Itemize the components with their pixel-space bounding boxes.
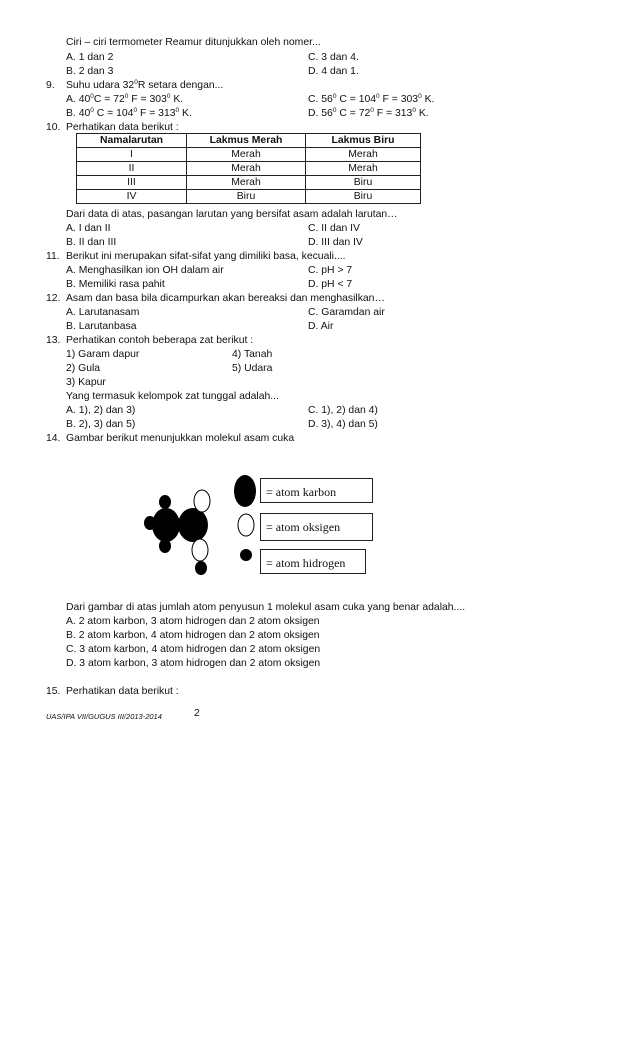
q13-item: 5) Udara (232, 363, 273, 374)
table-row (77, 148, 421, 162)
table-cell: Biru (306, 190, 421, 204)
q14-option-c: C. 3 atom karbon, 4 atom hidrogen dan 2 atom oksigen (66, 644, 321, 655)
q9-stem: Suhu udara $32^0R$ setara dengan... (66, 79, 224, 91)
q8-stem: Ciri – ciri termometer Reamur ditunjukkan oleh nomer... (66, 37, 321, 48)
footer-code: UAS/IPA VII/GUGUS III/2013-2014 (46, 712, 162, 721)
q8-option-d: D. 4 dan 1. (308, 66, 359, 77)
hydrogen-atom (195, 561, 207, 575)
q9-option-b: B. $40^0$ $C = 104^0$ $F = 313^0$ K. (66, 107, 192, 119)
q13-option-d: D. 3), 4) dan 5) (308, 419, 378, 430)
q8-option-a: A. 1 dan 2 (66, 52, 114, 63)
q14-option-b: B. 2 atom karbon, 4 atom hidrogen dan 2 atom oksigen (66, 630, 320, 641)
q12-number: 12. (46, 293, 61, 304)
q10-stem: Perhatikan data berikut : (66, 122, 179, 133)
page-number: 2 (194, 708, 200, 719)
q11-option-c: C. pH > 7 (308, 265, 353, 276)
legend-oxygen-icon (238, 514, 254, 536)
q13-item: 2) Gula (66, 363, 101, 374)
q13-item: 3) Kapur (66, 377, 106, 388)
table-header-row (77, 134, 421, 148)
q9-option-c: C. $56^0$ $C = 104^0$ $F = 303^0$ K. (308, 93, 435, 105)
legend-carbon-label: = atom karbon (260, 478, 373, 503)
table-cell: Merah (306, 148, 421, 162)
q11-option-a: A. Menghasilkan ion OH dalam air (66, 265, 224, 276)
q15-number: 15. (46, 686, 61, 697)
table-row (77, 190, 421, 204)
legend-hydrogen-icon (240, 549, 252, 561)
legend-symbols (232, 474, 260, 564)
q14-number: 14. (46, 433, 61, 444)
q13-option-a: A. 1), 2) dan 3) (66, 405, 136, 416)
legend-oxygen-label: = atom oksigen (260, 513, 373, 541)
q12-option-b: B. Larutanbasa (66, 321, 137, 332)
table-header: Namalarutan (77, 134, 187, 148)
q13-number: 13. (46, 335, 61, 346)
q10-option-d: D. III dan IV (308, 237, 363, 248)
table-cell: I (77, 148, 187, 162)
table-cell: Merah (306, 162, 421, 176)
q12-option-a: A. Larutanasam (66, 307, 140, 318)
table-cell: Merah (187, 162, 306, 176)
q11-number: 11. (46, 251, 60, 262)
q8-option-c: C. 3 dan 4. (308, 52, 359, 63)
oxygen-atom (194, 490, 210, 512)
q13-option-b: B. 2), 3) dan 5) (66, 419, 136, 430)
q13-stem: Perhatikan contoh beberapa zat berikut : (66, 335, 254, 346)
q12-stem: Asam dan basa bila dicampurkan akan bereaksi dan menghasilkan… (66, 293, 385, 304)
oxygen-atom (192, 539, 208, 561)
q10-question: Dari data di atas, pasangan larutan yang bersifat asam adalah larutan… (66, 209, 398, 220)
table-cell: Merah (187, 148, 306, 162)
q10-option-b: B. II dan III (66, 237, 117, 248)
q9-number: 9. (46, 80, 55, 91)
q13-item: 1) Garam dapur (66, 349, 140, 360)
q10-number: 10. (46, 122, 61, 133)
q12-option-d: D. Air (308, 321, 334, 332)
table-header: Lakmus Merah (187, 134, 306, 148)
q9-option-a: A. $40^0C = 72^0$ $F = 303^0$ K. (66, 93, 184, 105)
table-cell: II (77, 162, 187, 176)
q11-option-d: D. pH < 7 (308, 279, 353, 290)
hydrogen-atom (159, 495, 171, 509)
table-cell: Merah (187, 176, 306, 190)
q10-option-c: C. II dan IV (308, 223, 360, 234)
q11-option-b: B. Memiliki rasa pahit (66, 279, 165, 290)
table-cell: IV (77, 190, 187, 204)
table-row (77, 162, 421, 176)
legend-hydrogen-label: = atom hidrogen (260, 549, 366, 574)
carbon-atom (152, 508, 180, 542)
table-row (77, 176, 421, 190)
q14-option-a: A. 2 atom karbon, 3 atom hidrogen dan 2 atom oksigen (66, 616, 320, 627)
q11-stem: Berikut ini merupakan sifat-sifat yang dimiliki basa, kecuali.... (66, 251, 346, 262)
q13-option-c: C. 1), 2) dan 4) (308, 405, 378, 416)
table-header: Lakmus Biru (306, 134, 421, 148)
q12-option-c: C. Garamdan air (308, 307, 385, 318)
q15-stem: Perhatikan data berikut : (66, 686, 179, 697)
table-cell: Biru (187, 190, 306, 204)
q14-option-d: D. 3 atom karbon, 3 atom hidrogen dan 2 atom oksigen (66, 658, 321, 669)
q8-option-b: B. 2 dan 3 (66, 66, 114, 77)
q13-item: 4) Tanah (232, 349, 273, 360)
table-cell: III (77, 176, 187, 190)
lakmus-table (76, 133, 421, 204)
q13-question: Yang termasuk kelompok zat tunggal adalah... (66, 391, 279, 402)
q10-option-a: A. I dan II (66, 223, 111, 234)
carbon-atom (178, 508, 208, 542)
table-cell: Biru (306, 176, 421, 190)
q14-stem: Gambar berikut menunjukkan molekul asam cuka (66, 433, 295, 444)
q9-option-d: D. $56^0$ $C = 72^0$ $F = 313^0$ K. (308, 107, 429, 119)
q14-question: Dari gambar di atas jumlah atom penyusun 1 molekul asam cuka yang benar adalah.... (66, 602, 466, 613)
legend-carbon-icon (234, 475, 256, 507)
